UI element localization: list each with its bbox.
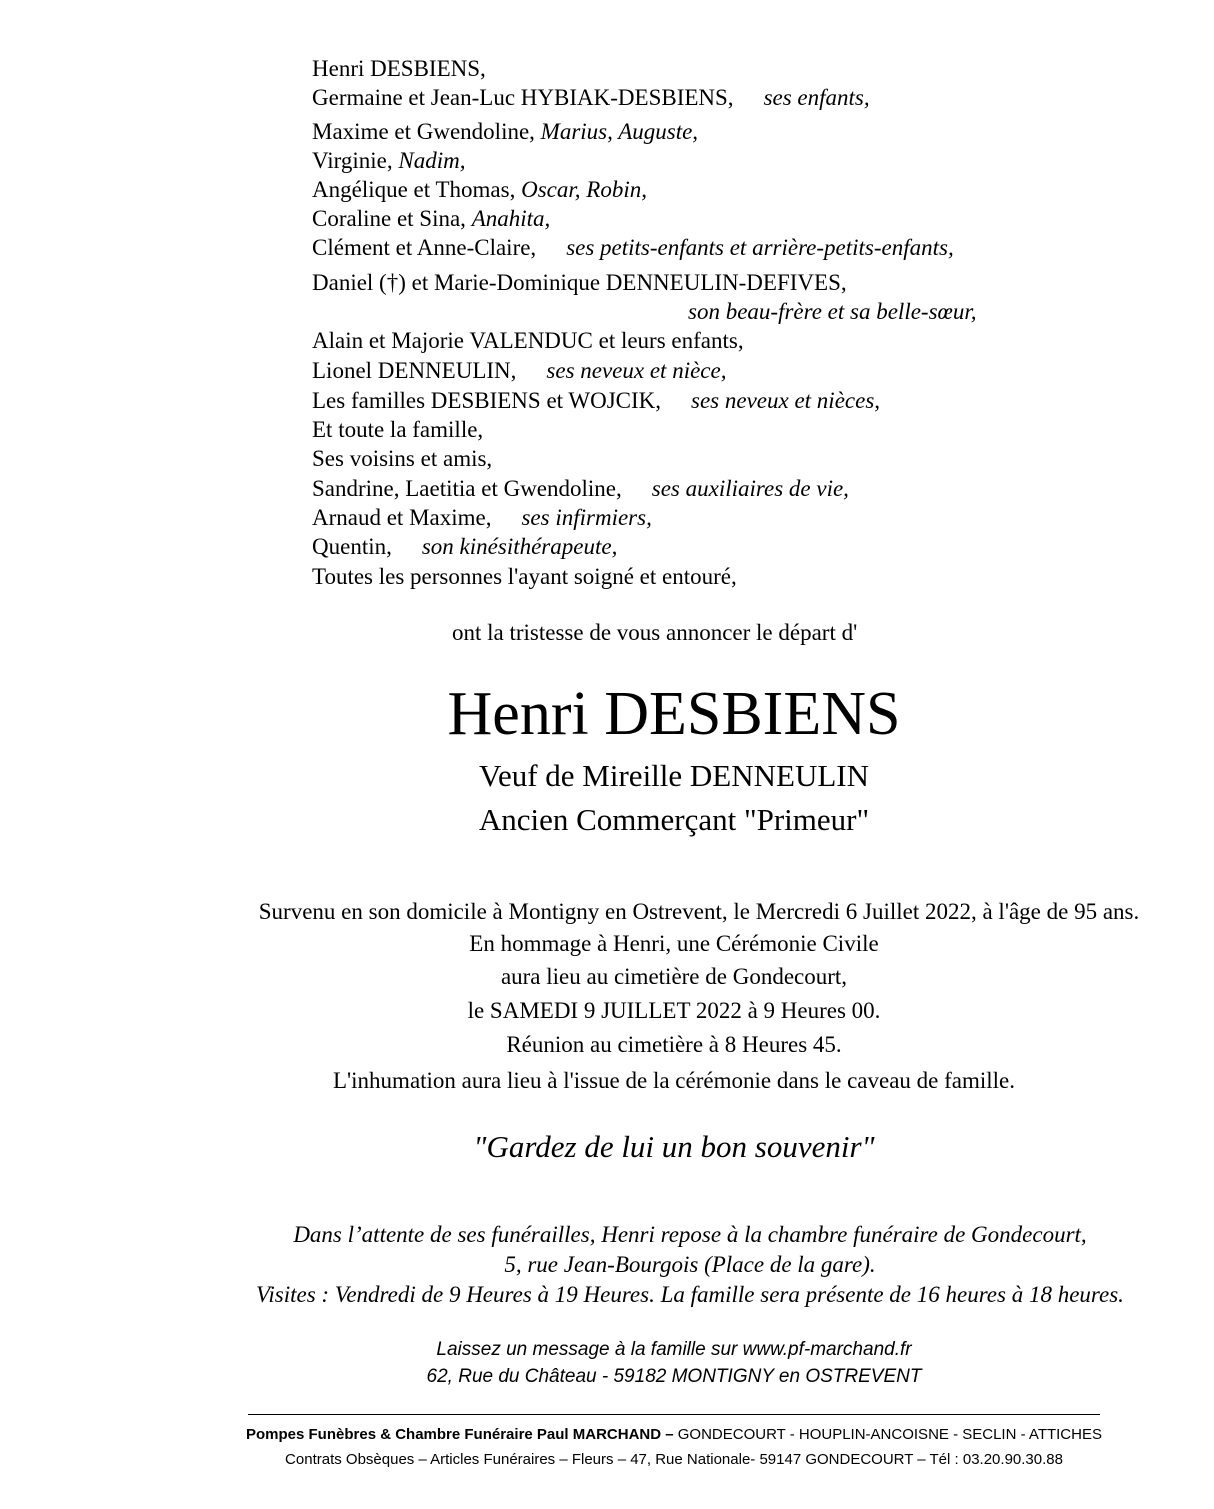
deceased-name: Henri DESBIENS — [447, 680, 901, 748]
ceremony-line-1: Survenu en son domicile à Montigny en Ostrevent, le Mercredi 6 Juillet 2022, à l'âge de 95 ans. — [258, 899, 1140, 924]
ceremony-line-2: En hommage à Henri, une Cérémonie Civile — [469, 931, 879, 956]
footer-towns: GONDECOURT - HOUPLIN-ANCOISNE - SECLIN - ATTICHES — [673, 1426, 1102, 1443]
family-line-5: Angélique et Thomas, Oscar, Robin, — [312, 177, 647, 202]
family-role: ses petits-enfants et arrière-petits-enfants, — [566, 235, 954, 260]
family-line-13: Ses voisins et amis, — [312, 446, 493, 471]
family-role: ses auxiliaires de vie, — [651, 476, 849, 501]
family-line-2: Germaine et Jean-Luc HYBIAK-DESBIENS, ses enfants, — [312, 85, 870, 110]
deceased-profession: Ancien Commerçant "Primeur" — [478, 802, 870, 837]
ceremony-line-3: aura lieu au cimetière de Gondecourt, — [500, 964, 848, 989]
family-role-8: son beau-frère et sa belle-sœur, — [688, 299, 977, 324]
family-line-1: Henri DESBIENS, — [312, 56, 486, 81]
footer-company: Pompes Funèbres & Chambre Funéraire Paul MARCHAND – — [246, 1426, 674, 1443]
footer-divider — [248, 1414, 1100, 1415]
family-role: son kinésithérapeute, — [421, 534, 618, 559]
family-line-4: Virginie, Nadim, — [312, 148, 466, 173]
ceremony-line-6: L'inhumation aura lieu à l'issue de la cérémonie dans le caveau de famille. — [332, 1068, 1016, 1093]
family-role: ses infirmiers, — [521, 505, 652, 530]
deceased-widower: Veuf de Mireille DENNEULIN — [479, 758, 869, 793]
message-line-2: 62, Rue du Château - 59182 MONTIGNY en OSTREVENT — [426, 1366, 922, 1387]
ceremony-line-5: Réunion au cimetière à 8 Heures 45. — [506, 1032, 842, 1057]
family-line-8: Daniel (†) et Marie-Dominique DENNEULIN-DEFIVES, — [312, 270, 847, 295]
visits-line-3: Visites : Vendredi de 9 Heures à 19 Heures. La famille sera présente de 16 heures à 18 heures. — [256, 1282, 1124, 1307]
family-line-9: Alain et Majorie VALENDUC et leurs enfants, — [312, 328, 744, 353]
ceremony-line-4: le SAMEDI 9 JUILLET 2022 à 9 Heures 00. — [467, 998, 881, 1023]
family-line-12: Et toute la famille, — [312, 417, 484, 442]
visits-line-2: 5, rue Jean-Bourgois (Place de la gare). — [504, 1252, 876, 1277]
message-line-1: Laissez un message à la famille sur www.pf-marchand.fr — [436, 1339, 912, 1360]
family-line-16: Quentin, son kinésithérapeute, — [312, 534, 618, 559]
family-line-10: Lionel DENNEULIN, ses neveux et nièce, — [312, 358, 727, 383]
family-line-6: Coraline et Sina, Anahita, — [312, 206, 551, 231]
family-role: ses enfants, — [763, 85, 870, 110]
family-line-7: Clément et Anne-Claire, ses petits-enfants et arrière-petits-enfants, — [312, 235, 954, 260]
footer-company-line — [0, 1424, 1214, 1446]
family-line-14: Sandrine, Laetitia et Gwendoline, ses auxiliaires de vie, — [312, 476, 849, 501]
family-role: ses neveux et nièce, — [546, 358, 727, 383]
announce-text: ont la tristesse de vous annoncer le départ d' — [452, 620, 858, 645]
family-line-17: Toutes les personnes l'ayant soigné et entouré, — [312, 564, 737, 589]
family-line-11: Les familles DESBIENS et WOJCIK, ses neveux et nièces, — [312, 388, 881, 413]
family-role: ses neveux et nièces, — [691, 388, 881, 413]
visits-line-1: Dans l’attente de ses funérailles, Henri repose à la chambre funéraire de Gondecourt, — [293, 1222, 1087, 1247]
family-line-15: Arnaud et Maxime, ses infirmiers, — [312, 505, 652, 530]
memorial-quote: "Gardez de lui un bon souvenir" — [473, 1129, 875, 1164]
family-line-3: Maxime et Gwendoline, Marius, Auguste, — [312, 119, 699, 144]
footer-services: Contrats Obsèques – Articles Funéraires – Fleurs – 47, Rue Nationale- 59147 GONDECOURT – Tél : 03.20.90.30.88 — [285, 1451, 1063, 1468]
